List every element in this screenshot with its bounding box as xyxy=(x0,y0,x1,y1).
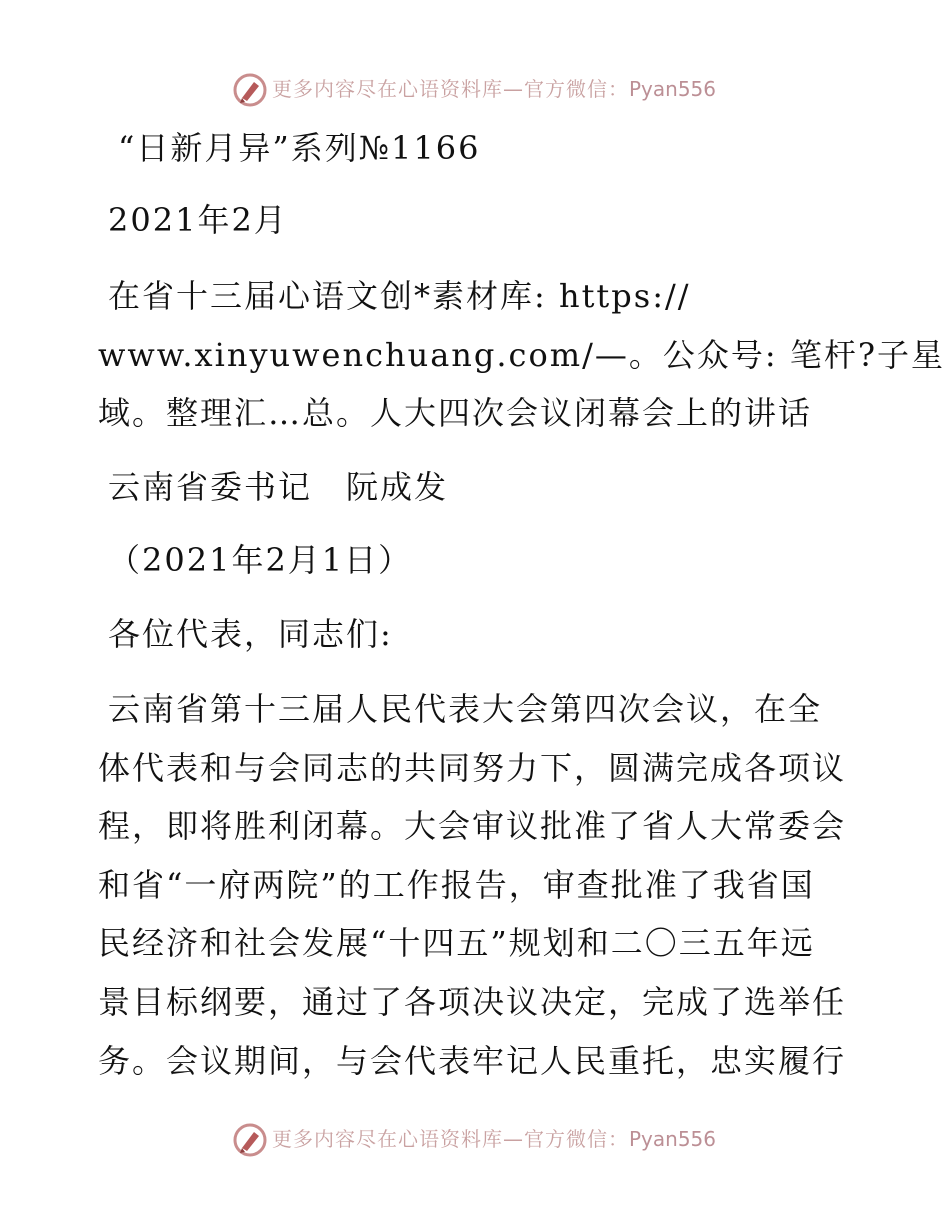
footer-watermark xyxy=(0,1120,950,1160)
header-watermark xyxy=(0,70,950,110)
body-line: 务。会议期间，与会代表牢记人民重托，忠实履行 xyxy=(98,1041,847,1080)
intro-line: 在省十三届心语文创*素材库: https:// xyxy=(108,277,691,315)
watermark-account: Pyan556 xyxy=(629,77,717,101)
watermark-text xyxy=(272,1126,716,1152)
body-line: 和省“一府两院”的工作报告，审查批准了我省国 xyxy=(98,865,815,904)
speech-date: （2021年2月1日） xyxy=(108,541,413,579)
body-line: 程，即将胜利闭幕。大会审议批准了省人大常委会 xyxy=(98,807,847,846)
intro-paragraph xyxy=(98,267,945,443)
intro-line: 域。整理汇…总。人大四次会议闭幕会上的讲话 xyxy=(98,394,813,433)
salutation: 各位代表，同志们: xyxy=(108,615,393,653)
body-paragraph xyxy=(98,680,858,1090)
watermark-text xyxy=(272,76,716,102)
watermark-label: 更多内容尽在心语资料库—官方微信： xyxy=(272,77,629,101)
pen-logo-icon xyxy=(232,1122,268,1158)
body-line: 体代表和与会同志的共同努力下，圆满完成各项议 xyxy=(98,748,847,787)
watermark-label: 更多内容尽在心语资料库—官方微信： xyxy=(272,1127,629,1151)
watermark-account: Pyan556 xyxy=(629,1127,717,1151)
pen-logo-icon xyxy=(232,72,268,108)
body-line: 云南省第十三届人民代表大会第四次会议，在全 xyxy=(108,690,823,728)
series-title: “日新月异”系列№1166 xyxy=(118,129,481,167)
speaker-line: 云南省委书记 阮成发 xyxy=(108,468,449,506)
doc-date: 2021年2月 xyxy=(108,201,288,239)
body-line: 民经济和社会发展“十四五”规划和二〇三五年远 xyxy=(98,924,815,963)
intro-line: www.xinyuwenchuang.com/—。公众号: 笔杆?子星 xyxy=(98,335,945,374)
body-line: 景目标纲要，通过了各项决议决定，完成了选举任 xyxy=(98,982,847,1021)
